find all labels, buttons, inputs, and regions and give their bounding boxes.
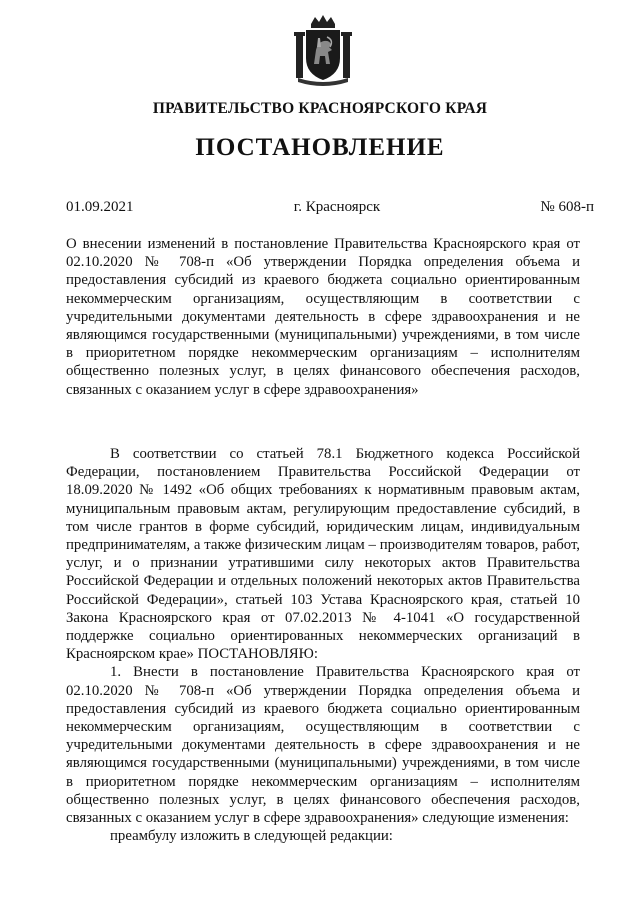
coat-of-arms-icon	[294, 14, 352, 86]
document-body	[66, 445, 580, 845]
body-paragraph: 1. Внести в постановление Правительства Красноярского края от 02.10.2020 № 708-п «Об утверждении Порядка определения объема и предоставления субсидий из краевого бюджета социально ориентированным некоммерческим организациям, осуществляющим в соответствии с учредительными документами деятельность в сфере здравоохранения и не являющимся государственными (муниципальными) учреждениями, в том числе в приоритетном порядке некоммерческим организациям – исполнителям общественно полезных услуг, в целях финансового обеспечения расходов, связанных с оказанием услуг в сфере здравоохранения» следующие изменения:	[66, 664, 580, 827]
document-date: 01.09.2021	[66, 199, 134, 215]
body-paragraph: преамбулу изложить в следующей редакции:	[110, 828, 393, 845]
document-number: № 608-п	[540, 199, 594, 215]
document-city: г. Красноярск	[293, 199, 381, 215]
body-paragraph: В соответствии со статьей 78.1 Бюджетного кодекса Российской Федерации, постановлением Правительства Российской Федерации от 18.09.2020 № 1492 «Об общих требованиях к нормативным правовым актам, муниципальным правовым актам, регулирующим предоставление субсидий, в том числе грантов в форме субсидий, юридическим лицам, индивидуальным предпринимателям, а также физическим лицам – производителям товаров, работ, услуг, и о признании утратившими силу некоторых актов Правительства Российской Федерации и отдельных положений некоторых актов Правительства Российской Федерации», статьей 103 Устава Красноярского края, статьей 10 Закона Красноярского края от 07.02.2013 № 4-1041 «О государственной поддержке социально ориентированных некоммерческих организаций в Красноярском крае» ПОСТАНОВЛЯЮ:	[66, 446, 580, 663]
document-type-title: ПОСТАНОВЛЕНИЕ	[195, 134, 445, 161]
document-meta-row	[66, 199, 594, 216]
document-subject: О внесении изменений в постановление Правительства Красноярского края от 02.10.2020 № 708-п «Об утверждении Порядка определения объема и предоставления субсидий из краевого бюджета социально ориентированным некоммерческим организациям, осуществляющим в соответствии с учредительными документами деятельность в сфере здравоохранения и не являющимся государственными (муниципальными) учреждениями, в том числе в приоритетном порядке некоммерческим организациям – исполнителям общественно полезных услуг, в целях финансового обеспечения расходов, связанных с оказанием услуг в сфере здравоохранения»	[66, 236, 580, 398]
organization-title: ПРАВИТЕЛЬСТВО КРАСНОЯРСКОГО КРАЯ	[152, 100, 488, 117]
